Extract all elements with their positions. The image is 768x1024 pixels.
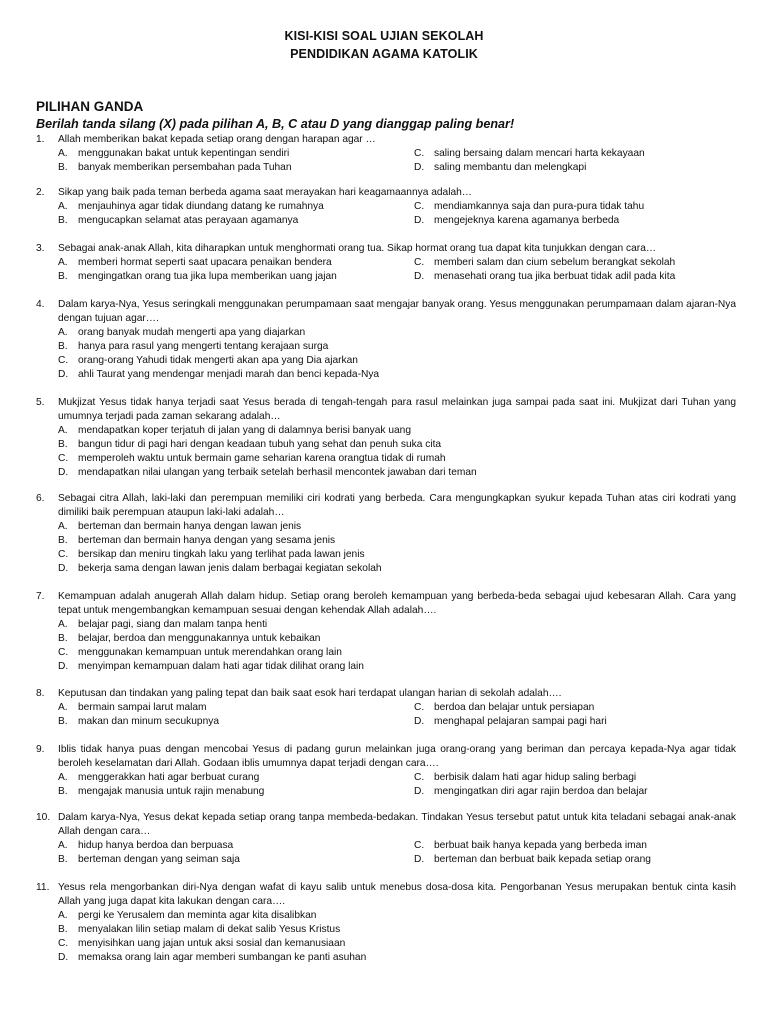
option-c: C. mendiamkannya saja dan pura-pura tidak tahu xyxy=(414,201,645,212)
option-list xyxy=(58,520,736,576)
question-3 xyxy=(36,242,736,284)
option-c: C. menyisihkan uang jajan untuk aksi sosial dan kemanusiaan xyxy=(58,938,346,949)
option-d: D. mendapatkan nilai ulangan yang terbaik setelah berhasil mencontek jawaban dari teman xyxy=(58,467,477,478)
option-a: A. orang banyak mudah mengerti apa yang diajarkan xyxy=(58,327,306,338)
option-b: B. menyalakan lilin setiap malam di dekat salib Yesus Kristus xyxy=(58,924,341,935)
question-number: 9. xyxy=(36,744,45,755)
section-heading: PILIHAN GANDA xyxy=(36,99,144,114)
question-number: 1. xyxy=(36,134,45,145)
option-b: B. hanya para rasul yang mengerti tentang kerajaan surga xyxy=(58,341,329,352)
option-a: A. pergi ke Yerusalem dan meminta agar kita disalibkan xyxy=(58,910,317,921)
question-number: 10. xyxy=(36,812,51,823)
question-number: 2. xyxy=(36,187,45,198)
option-list xyxy=(58,771,736,799)
option-a: A. berteman dan bermain hanya dengan lawan jenis xyxy=(58,521,302,532)
option-list xyxy=(58,147,736,175)
section-instruction: Berilah tanda silang (X) pada pilihan A, B, C atau D yang dianggap paling benar! xyxy=(36,117,515,131)
question-stem: Dalam karya-Nya, Yesus seringkali menggunakan perumpamaan saat mengajar banyak orang. Yesus menggunakan perumpamaan dalam ajaran-Nya dengan tujuan agar…. xyxy=(58,299,736,324)
option-d: D. berteman dan berbuat baik kepada setiap orang xyxy=(414,854,651,865)
question-number: 4. xyxy=(36,299,45,310)
document-title: KISI-KISI SOAL UJIAN SEKOLAH xyxy=(284,29,484,43)
option-c: C. menggunakan kemampuan untuk merendahkan orang lain xyxy=(58,647,342,658)
option-a: A. menggunakan bakat untuk kepentingan sendiri xyxy=(58,148,290,159)
option-a: A. hidup hanya berdoa dan berpuasa xyxy=(58,840,234,851)
option-c: C. memberi salam dan cium sebelum berangkat sekolah xyxy=(414,257,676,268)
option-b: B. berteman dan bermain hanya dengan yang sesama jenis xyxy=(58,535,336,546)
option-a: A. bermain sampai larut malam xyxy=(58,702,207,713)
option-a: A. menggerakkan hati agar berbuat curang xyxy=(58,772,260,783)
option-list xyxy=(58,701,736,729)
question-8 xyxy=(36,687,736,729)
option-c: C. saling bersaing dalam mencari harta kekayaan xyxy=(414,148,645,159)
document-subtitle: PENDIDIKAN AGAMA KATOLIK xyxy=(290,47,478,61)
question-stem: Kemampuan adalah anugerah Allah dalam hidup. Setiap orang beroleh kemampuan yang berbeda-beda sebagai ujud kebesaran Allah. Cara yang tepat untuk mengembangkan kemampuan sesuai dengan kehendak Allah adalah…. xyxy=(58,591,736,616)
question-6 xyxy=(36,492,736,576)
option-d: D. menghapal pelajaran sampai pagi hari xyxy=(414,716,607,727)
option-d: D. mengejeknya karena agamanya berbeda xyxy=(414,215,620,226)
option-d: D. bekerja sama dengan lawan jenis dalam berbagai kegiatan sekolah xyxy=(58,563,382,574)
question-number: 8. xyxy=(36,688,45,699)
option-c: C. memperoleh waktu untuk bermain game seharian karena orangtua tidak di rumah xyxy=(58,453,446,464)
option-d: D. ahli Taurat yang mendengar menjadi marah dan benci kepada-Nya xyxy=(58,369,380,380)
option-d: D. memaksa orang lain agar memberi sumbangan ke panti asuhan xyxy=(58,952,367,963)
option-d: D. menasehati orang tua jika berbuat tidak adil pada kita xyxy=(414,271,676,282)
option-c: C. berdoa dan belajar untuk persiapan xyxy=(414,702,595,713)
option-b: B. mengajak manusia untuk rajin menabung xyxy=(58,786,265,797)
question-number: 3. xyxy=(36,243,45,254)
question-stem: Dalam karya-Nya, Yesus dekat kepada setiap orang tanpa membeda-bedakan. Tindakan Yesus tersebut patut untuk kita teladani sebagai anak-anak Allah dengan cara… xyxy=(58,812,736,837)
option-b: B. belajar, berdoa dan menggunakannya untuk kebaikan xyxy=(58,633,321,644)
question-stem: Mukjizat Yesus tidak hanya terjadi saat Yesus berada di tengah-tengah para rasul melainkan juga sampai pada saat ini. Mukjizat dari Tuhan yang umumnya terjadi pada zaman sekarang adalah… xyxy=(58,397,736,422)
question-stem: Yesus rela mengorbankan diri-Nya dengan wafat di kayu salib untuk menebus dosa-dosa kita. Pengorbanan Yesus merupakan bentuk cinta kasih Allah yang juga dapat kita lakukan dengan cara…. xyxy=(58,882,736,907)
question-stem: Iblis tidak hanya puas dengan mencobai Yesus di padang gurun melainkan juga orang-orang yang beriman dan percaya kepada-Nya agar tidak beroleh keselamatan dari Allah. Godaan iblis umumnya dapat terjadi dengan cara…. xyxy=(58,744,736,769)
option-list xyxy=(58,326,736,382)
option-c: C. berbisik dalam hati agar hidup saling berbagi xyxy=(414,772,637,783)
question-9 xyxy=(36,743,736,799)
question-4 xyxy=(36,298,736,382)
option-list xyxy=(58,200,736,228)
question-stem: Allah memberikan bakat kepada setiap orang dengan harapan agar … xyxy=(58,134,376,145)
question-1 xyxy=(36,133,736,175)
option-list xyxy=(58,839,736,867)
question-stem: Keputusan dan tindakan yang paling tepat dan baik saat esok hari terdapat ulangan harian di sekolah adalah…. xyxy=(58,688,562,699)
option-a: A. menjauhinya agar tidak diundang datang ke rumahnya xyxy=(58,201,324,212)
option-c: C. berbuat baik hanya kepada yang berbeda iman xyxy=(414,840,647,851)
option-a: A. mendapatkan koper terjatuh di jalan yang di dalamnya berisi banyak uang xyxy=(58,425,412,436)
option-list xyxy=(58,256,736,284)
option-a: A. belajar pagi, siang dan malam tanpa henti xyxy=(58,619,268,630)
question-number: 11. xyxy=(36,882,50,893)
option-d: D. mengingatkan diri agar rajin berdoa dan belajar xyxy=(414,786,648,797)
option-list xyxy=(58,909,736,965)
option-d: D. menyimpan kemampuan dalam hati agar tidak dilihat orang lain xyxy=(58,661,364,672)
option-list xyxy=(58,424,736,480)
option-b: B. berteman dengan yang seiman saja xyxy=(58,854,240,865)
option-b: B. mengingatkan orang tua jika lupa memberikan uang jajan xyxy=(58,271,337,282)
option-b: B. mengucapkan selamat atas perayaan agamanya xyxy=(58,215,299,226)
option-c: C. orang-orang Yahudi tidak mengerti akan apa yang Dia ajarkan xyxy=(58,355,358,366)
question-7 xyxy=(36,590,736,674)
question-number: 7. xyxy=(36,591,45,602)
option-d: D. saling membantu dan melengkapi xyxy=(414,162,587,173)
question-stem: Sikap yang baik pada teman berbeda agama saat merayakan hari keagamaannya adalah… xyxy=(58,187,472,198)
option-b: B. banyak memberikan persembahan pada Tuhan xyxy=(58,162,292,173)
question-11 xyxy=(36,881,736,965)
option-c: C. bersikap dan meniru tingkah laku yang terlihat pada lawan jenis xyxy=(58,549,365,560)
option-list xyxy=(58,618,736,674)
question-stem: Sebagai citra Allah, laki-laki dan perempuan memiliki ciri kodrati yang berbeda. Cara mengungkapkan syukur kepada Tuhan atas ciri kodrati yang dimiliki baik perempuan ataupun laki-laki adalah… xyxy=(58,493,736,518)
question-10 xyxy=(36,811,736,867)
option-b: B. bangun tidur di pagi hari dengan keadaan tubuh yang sehat dan penuh suka cita xyxy=(58,439,442,450)
question-number: 6. xyxy=(36,493,45,504)
question-5 xyxy=(36,396,736,480)
question-number: 5. xyxy=(36,397,45,408)
option-a: A. memberi hormat seperti saat upacara penaikan bendera xyxy=(58,257,332,268)
question-stem: Sebagai anak-anak Allah, kita diharapkan untuk menghormati orang tua. Sikap hormat orang tua dapat kita tunjukkan dengan cara… xyxy=(58,243,657,254)
option-b: B. makan dan minum secukupnya xyxy=(58,716,220,727)
question-2 xyxy=(36,186,736,228)
